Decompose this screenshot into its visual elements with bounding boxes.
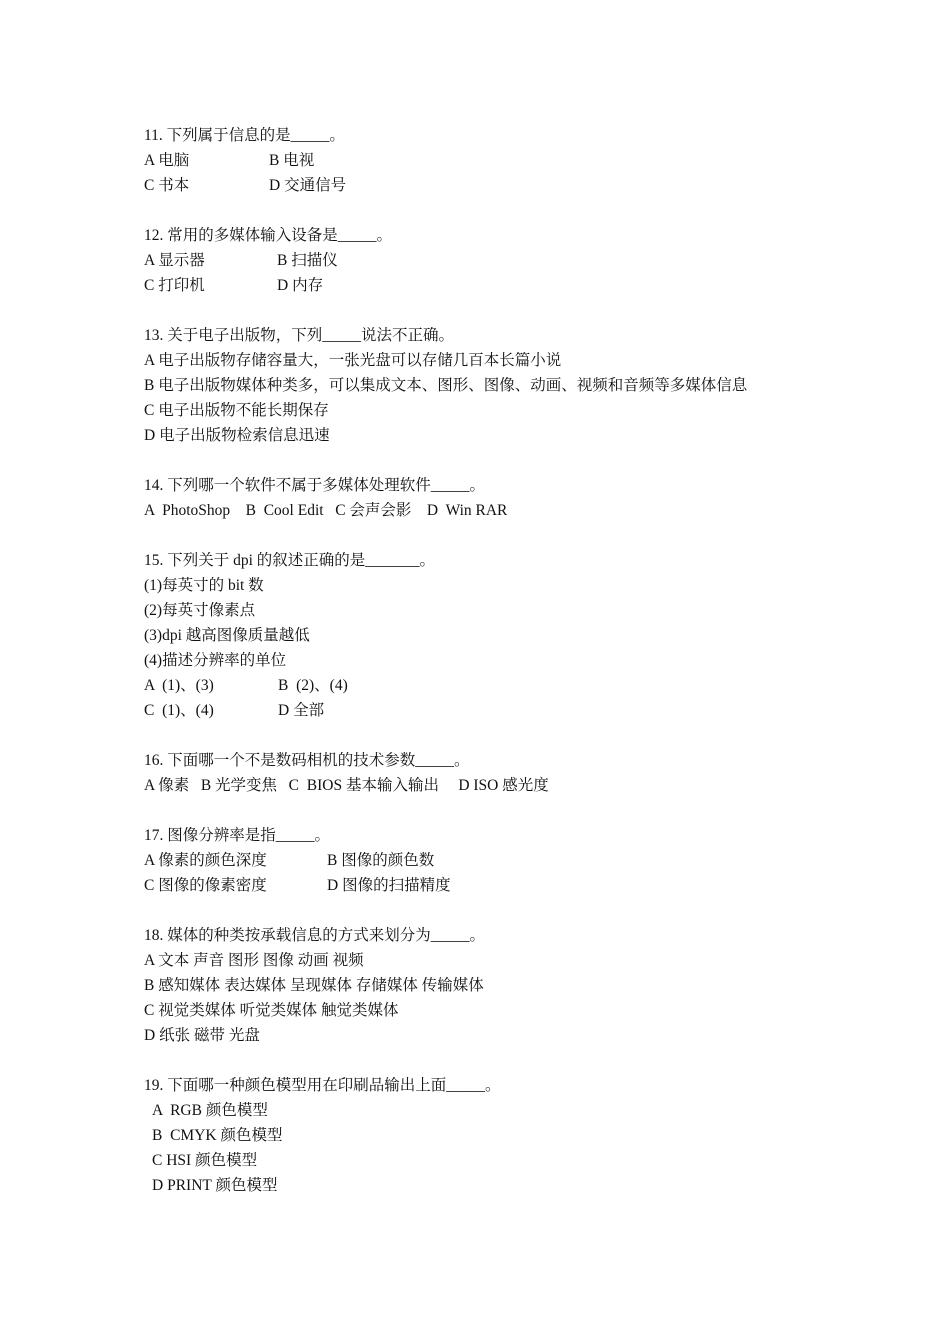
option-row [144,698,844,723]
option-row [144,248,844,273]
option-row [144,848,844,873]
option-c: C 视觉类媒体 听觉类媒体 触觉类媒体 [144,1002,399,1019]
option-row [144,673,844,698]
option-a: A 显示器 [144,252,205,269]
question-stem: 17. 图像分辨率是指_____。 [144,827,331,844]
option-line: A 像素 B 光学变焦 C BIOS 基本输入输出 D ISO 感光度 [144,777,549,794]
question-stem: 14. 下列哪一个软件不属于多媒体处理软件_____。 [144,477,486,494]
question-14 [144,473,844,523]
document-page [144,123,844,1223]
option-c: C HSI 颜色模型 [152,1152,258,1169]
option-line: A PhotoShop B Cool Edit C 会声会影 D Win RAR [144,502,508,519]
option-b: B 感知媒体 表达媒体 呈现媒体 存储媒体 传输媒体 [144,977,484,994]
question-15 [144,548,844,723]
option-d: D 图像的扫描精度 [327,877,451,894]
question-13 [144,323,844,448]
option-b: B CMYK 颜色模型 [152,1127,283,1144]
option-b: B 电视 [269,152,315,169]
statement-4: (4)描述分辨率的单位 [144,652,287,669]
option-c: C (1)、(4) [144,702,214,719]
option-a: A 像素的颜色深度 [144,852,267,869]
question-stem: 18. 媒体的种类按承载信息的方式来划分为_____。 [144,927,486,944]
option-d: D PRINT 颜色模型 [152,1177,278,1194]
option-c: C 图像的像素密度 [144,877,267,894]
option-d: D 交通信号 [269,177,347,194]
option-c: C 打印机 [144,277,205,294]
statement-3: (3)dpi 越高图像质量越低 [144,627,310,644]
statement-2: (2)每英寸像素点 [144,602,256,619]
option-b: B 电子出版物媒体种类多，可以集成文本、图形、图像、动画、视频和音频等多媒体信息 [144,377,748,394]
option-row [144,873,844,898]
question-stem: 11. 下列属于信息的是_____。 [144,127,345,144]
question-19 [144,1073,844,1198]
option-c: C 书本 [144,177,190,194]
question-12 [144,223,844,298]
option-row [144,273,844,298]
option-b: B 图像的颜色数 [327,852,435,869]
question-stem: 15. 下列关于 dpi 的叙述正确的是_______。 [144,552,436,569]
option-d: D 全部 [278,702,325,719]
question-stem: 12. 常用的多媒体输入设备是_____。 [144,227,393,244]
question-11 [144,123,844,198]
option-c: C 电子出版物不能长期保存 [144,402,329,419]
option-a: A 电子出版物存储容量大，一张光盘可以存储几百本长篇小说 [144,352,562,369]
question-stem: 19. 下面哪一种颜色模型用在印刷品输出上面_____。 [144,1077,501,1094]
option-b: B 扫描仪 [277,252,338,269]
option-d: D 电子出版物检索信息迅速 [144,427,330,444]
question-16 [144,748,844,798]
option-d: D 内存 [277,277,324,294]
question-stem: 16. 下面哪一个不是数码相机的技术参数_____。 [144,752,470,769]
option-a: A RGB 颜色模型 [152,1102,268,1119]
question-17 [144,823,844,898]
question-stem: 13. 关于电子出版物，下列_____说法不正确。 [144,327,455,344]
option-a: A 电脑 [144,152,190,169]
statement-1: (1)每英寸的 bit 数 [144,577,264,594]
option-row [144,173,844,198]
option-row [144,148,844,173]
option-d: D 纸张 磁带 光盘 [144,1027,260,1044]
option-b: B (2)、(4) [278,677,348,694]
question-18 [144,923,844,1048]
option-a: A (1)、(3) [144,677,214,694]
option-a: A 文本 声音 图形 图像 动画 视频 [144,952,364,969]
